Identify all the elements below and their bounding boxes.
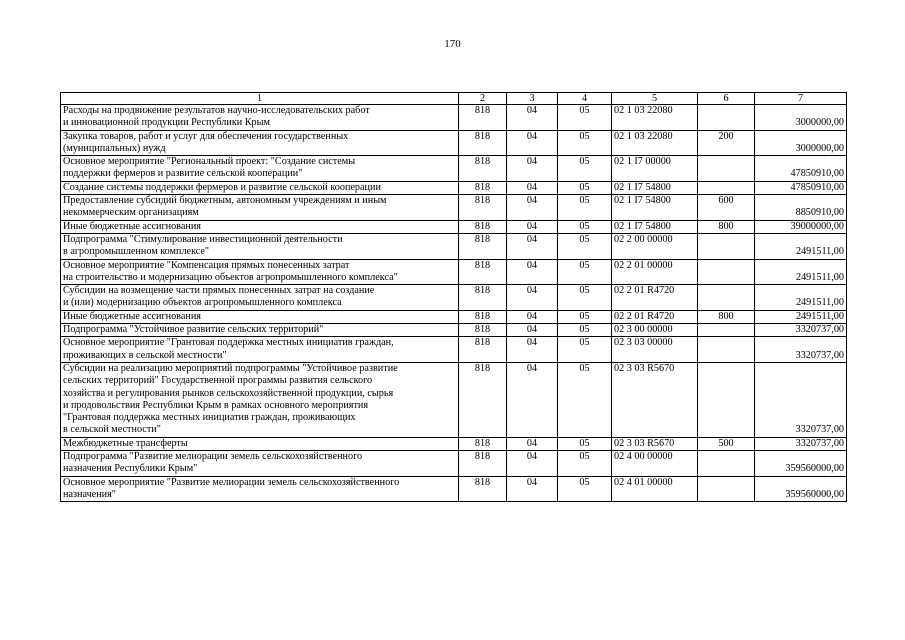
expense-type-cell [698, 259, 755, 285]
target-article-cell: 02 2 01 R4720 [612, 285, 698, 311]
target-article-cell: 02 1 I7 54800 [612, 195, 698, 221]
ministry-code-cell: 818 [459, 310, 507, 323]
ministry-code-cell: 818 [459, 362, 507, 437]
amount-cell: 3320737,00 [755, 337, 847, 363]
target-article-cell: 02 3 00 00000 [612, 324, 698, 337]
ministry-code-cell: 818 [459, 195, 507, 221]
section-cell: 04 [507, 324, 558, 337]
row-name-cell: Межбюджетные трансферты [61, 437, 459, 450]
header-cell-1: 1 [61, 93, 459, 105]
ministry-code-cell: 818 [459, 259, 507, 285]
table-row [61, 220, 847, 233]
target-article-cell: 02 1 I7 54800 [612, 220, 698, 233]
row-name-cell: Закупка товаров, работ и услуг для обеспечения государственных (муниципальных) нужд [61, 130, 459, 156]
subsection-cell: 05 [558, 451, 612, 477]
amount-cell: 3320737,00 [755, 362, 847, 437]
expense-type-cell [698, 285, 755, 311]
table-row [61, 476, 847, 502]
subsection-cell: 05 [558, 437, 612, 450]
section-cell: 04 [507, 233, 558, 259]
header-row [61, 93, 847, 105]
table-row [61, 285, 847, 311]
subsection-cell: 05 [558, 362, 612, 437]
amount-cell: 3320737,00 [755, 437, 847, 450]
table-row [61, 310, 847, 323]
section-cell: 04 [507, 220, 558, 233]
amount-cell: 2491511,00 [755, 310, 847, 323]
ministry-code-cell: 818 [459, 285, 507, 311]
row-name-cell: Предоставление субсидий бюджетным, автономным учреждениям и иным некоммерческим организациям [61, 195, 459, 221]
subsection-cell: 05 [558, 195, 612, 221]
subsection-cell: 05 [558, 259, 612, 285]
section-cell: 04 [507, 130, 558, 156]
target-article-cell: 02 4 00 00000 [612, 451, 698, 477]
expense-type-cell [698, 233, 755, 259]
amount-cell: 47850910,00 [755, 156, 847, 182]
section-cell: 04 [507, 259, 558, 285]
expense-type-cell [698, 324, 755, 337]
expense-type-cell: 500 [698, 437, 755, 450]
target-article-cell: 02 1 I7 00000 [612, 156, 698, 182]
header-cell-7: 7 [755, 93, 847, 105]
expense-type-cell [698, 476, 755, 502]
target-article-cell: 02 2 00 00000 [612, 233, 698, 259]
table-row [61, 181, 847, 194]
target-article-cell: 02 3 03 R5670 [612, 437, 698, 450]
row-name-cell: Создание системы поддержки фермеров и развитие сельской кооперации [61, 181, 459, 194]
subsection-cell: 05 [558, 130, 612, 156]
table-body [61, 93, 847, 502]
table-row [61, 130, 847, 156]
table-row [61, 437, 847, 450]
amount-cell: 39000000,00 [755, 220, 847, 233]
subsection-cell: 05 [558, 156, 612, 182]
row-name-cell: Подпрограмма "Стимулирование инвестиционной деятельности в агропромышленном комплексе" [61, 233, 459, 259]
ministry-code-cell: 818 [459, 105, 507, 131]
subsection-cell: 05 [558, 285, 612, 311]
target-article-cell: 02 3 03 R5670 [612, 362, 698, 437]
ministry-code-cell: 818 [459, 476, 507, 502]
row-name-cell: Иные бюджетные ассигнования [61, 220, 459, 233]
expense-type-cell: 600 [698, 195, 755, 221]
expense-type-cell [698, 181, 755, 194]
section-cell: 04 [507, 476, 558, 502]
subsection-cell: 05 [558, 324, 612, 337]
row-name-cell: Основное мероприятие "Компенсация прямых понесенных затрат на строительство и модернизацию объектов агропромышленного комплекса" [61, 259, 459, 285]
expense-type-cell: 800 [698, 220, 755, 233]
amount-cell: 3320737,00 [755, 324, 847, 337]
row-name-cell: Подпрограмма "Устойчивое развитие сельских территорий" [61, 324, 459, 337]
target-article-cell: 02 2 01 00000 [612, 259, 698, 285]
header-cell-6: 6 [698, 93, 755, 105]
ministry-code-cell: 818 [459, 156, 507, 182]
amount-cell: 359560000,00 [755, 451, 847, 477]
section-cell: 04 [507, 337, 558, 363]
ministry-code-cell: 818 [459, 181, 507, 194]
amount-cell: 2491511,00 [755, 233, 847, 259]
target-article-cell: 02 1 03 22080 [612, 105, 698, 131]
table-row [61, 105, 847, 131]
header-cell-5: 5 [612, 93, 698, 105]
expense-type-cell: 800 [698, 310, 755, 323]
amount-cell: 2491511,00 [755, 259, 847, 285]
subsection-cell: 05 [558, 105, 612, 131]
table-row [61, 362, 847, 437]
subsection-cell: 05 [558, 220, 612, 233]
target-article-cell: 02 1 03 22080 [612, 130, 698, 156]
ministry-code-cell: 818 [459, 451, 507, 477]
target-article-cell: 02 4 01 00000 [612, 476, 698, 502]
amount-cell: 8850910,00 [755, 195, 847, 221]
amount-cell: 359560000,00 [755, 476, 847, 502]
section-cell: 04 [507, 310, 558, 323]
section-cell: 04 [507, 437, 558, 450]
section-cell: 04 [507, 181, 558, 194]
expense-type-cell [698, 451, 755, 477]
table-row [61, 195, 847, 221]
ministry-code-cell: 818 [459, 130, 507, 156]
expense-type-cell [698, 337, 755, 363]
expense-type-cell [698, 105, 755, 131]
row-name-cell: Иные бюджетные ассигнования [61, 310, 459, 323]
expense-type-cell: 200 [698, 130, 755, 156]
row-name-cell: Основное мероприятие "Региональный проект: "Создание системы поддержки фермеров и развитие сельской кооперации" [61, 156, 459, 182]
ministry-code-cell: 818 [459, 324, 507, 337]
table-row [61, 337, 847, 363]
target-article-cell: 02 2 01 R4720 [612, 310, 698, 323]
header-cell-2: 2 [459, 93, 507, 105]
expense-type-cell [698, 156, 755, 182]
header-cell-4: 4 [558, 93, 612, 105]
budget-table [60, 92, 847, 502]
section-cell: 04 [507, 195, 558, 221]
amount-cell: 3000000,00 [755, 105, 847, 131]
section-cell: 04 [507, 451, 558, 477]
amount-cell: 3000000,00 [755, 130, 847, 156]
subsection-cell: 05 [558, 181, 612, 194]
table-row [61, 233, 847, 259]
subsection-cell: 05 [558, 476, 612, 502]
ministry-code-cell: 818 [459, 437, 507, 450]
amount-cell: 47850910,00 [755, 181, 847, 194]
header-cell-3: 3 [507, 93, 558, 105]
target-article-cell: 02 1 I7 54800 [612, 181, 698, 194]
row-name-cell: Субсидии на возмещение части прямых понесенных затрат на создание и (или) модернизацию объектов агропромышленного комплекса [61, 285, 459, 311]
table-row [61, 324, 847, 337]
subsection-cell: 05 [558, 337, 612, 363]
table-row [61, 259, 847, 285]
section-cell: 04 [507, 362, 558, 437]
section-cell: 04 [507, 105, 558, 131]
table-row [61, 156, 847, 182]
row-name-cell: Основное мероприятие "Грантовая поддержка местных инициатив граждан, проживающих в сельской местности" [61, 337, 459, 363]
row-name-cell: Основное мероприятие "Развитие мелиорации земель сельскохозяйственного назначения" [61, 476, 459, 502]
ministry-code-cell: 818 [459, 337, 507, 363]
section-cell: 04 [507, 285, 558, 311]
row-name-cell: Субсидии на реализацию мероприятий подпрограммы "Устойчивое развитие сельских территорий" Государственной программы развития сельского хозяйства и регулирования рынков сельскохозяйственной продукции, сырья и продовольствия Республики Крым в рамках основного мероприятия "Грантовая поддержка местных инициатив граждан, проживающих в сельской местности" [61, 362, 459, 437]
ministry-code-cell: 818 [459, 220, 507, 233]
table-row [61, 451, 847, 477]
target-article-cell: 02 3 03 00000 [612, 337, 698, 363]
amount-cell: 2491511,00 [755, 285, 847, 311]
row-name-cell: Подпрограмма "Развитие мелиорации земель сельскохозяйственного назначения Республики Крым" [61, 451, 459, 477]
page-number: 170 [444, 38, 461, 50]
subsection-cell: 05 [558, 310, 612, 323]
expense-type-cell [698, 362, 755, 437]
subsection-cell: 05 [558, 233, 612, 259]
row-name-cell: Расходы на продвижение результатов научно-исследовательских работ и инновационной продукции Республики Крым [61, 105, 459, 131]
section-cell: 04 [507, 156, 558, 182]
ministry-code-cell: 818 [459, 233, 507, 259]
